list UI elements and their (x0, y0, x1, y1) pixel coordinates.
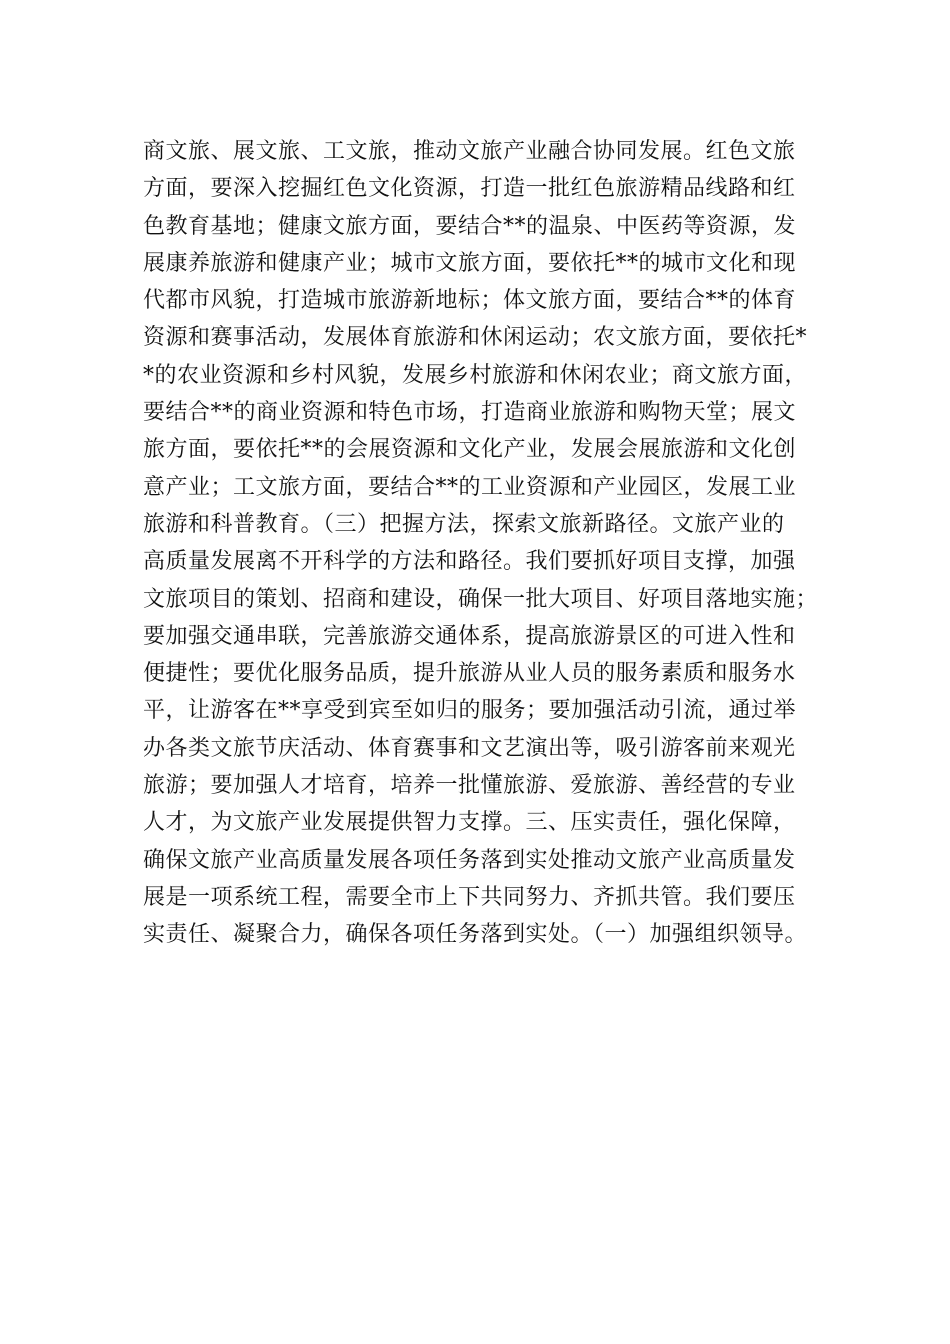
text-line: 色教育基地；健康文旅方面，要结合**的温泉、中医药等资源，发 (143, 213, 797, 239)
text-line: *的农业资源和乡村风貌，发展乡村旅游和休闲农业；商文旅方面， (143, 362, 808, 388)
body-text (143, 133, 863, 954)
text-line: 展是一项系统工程，需要全市上下共同努力、齐抓共管。我们要压 (143, 884, 796, 910)
text-line: 商文旅、展文旅、工文旅，推动文旅产业融合协同发展。红色文旅 (143, 139, 796, 164)
text-line: 办各类文旅节庆活动、体育赛事和文艺演出等，吸引游客前来观光 (143, 735, 796, 761)
text-line: 意产业；工文旅方面，要结合**的工业资源和产业园区，发展工业 (143, 474, 797, 500)
text-line: 方面，要深入挖掘红色文化资源，打造一批红色旅游精品线路和红 (143, 176, 796, 202)
text-line: 平，让游客在**享受到宾至如归的服务；要加强活动引流，通过举 (143, 698, 797, 724)
text-line: 旅游和科普教育。（三）把握方法，探索文旅新路径。文旅产业的 (143, 511, 785, 537)
text-line: 实责任、凝聚合力，确保各项任务落到实处。（一）加强组织领导。 (143, 922, 808, 948)
text-line: 人才，为文旅产业发展提供智力支撑。三、压实责任，强化保障， (143, 810, 796, 836)
text-line: 旅游；要加强人才培育，培养一批懂旅游、爱旅游、善经营的专业 (143, 773, 796, 799)
text-line: 确保文旅产业高质量发展各项任务落到实处推动文旅产业高质量发 (143, 847, 796, 873)
text-line: 资源和赛事活动，发展体育旅游和休闲运动；农文旅方面，要依托* (143, 325, 808, 351)
text-line: 文旅项目的策划、招商和建设，确保一批大项目、好项目落地实施； (143, 586, 819, 612)
text-line: 旅方面，要依托**的会展资源和文化产业，发展会展旅游和文化创 (143, 437, 797, 463)
text-line: 高质量发展离不开科学的方法和路径。我们要抓好项目支撑，加强 (143, 549, 796, 575)
text-line: 代都市风貌，打造城市旅游新地标；体文旅方面，要结合**的体育 (143, 288, 797, 314)
text-line: 便捷性；要优化服务品质，提升旅游从业人员的服务素质和服务水 (143, 661, 796, 687)
text-line: 展康养旅游和健康产业；城市文旅方面，要依托**的城市文化和现 (143, 250, 797, 276)
text-line: 要加强交通串联，完善旅游交通体系，提高旅游景区的可进入性和 (143, 623, 796, 649)
text-line: 要结合**的商业资源和特色市场，打造商业旅游和购物天堂；展文 (143, 400, 797, 426)
